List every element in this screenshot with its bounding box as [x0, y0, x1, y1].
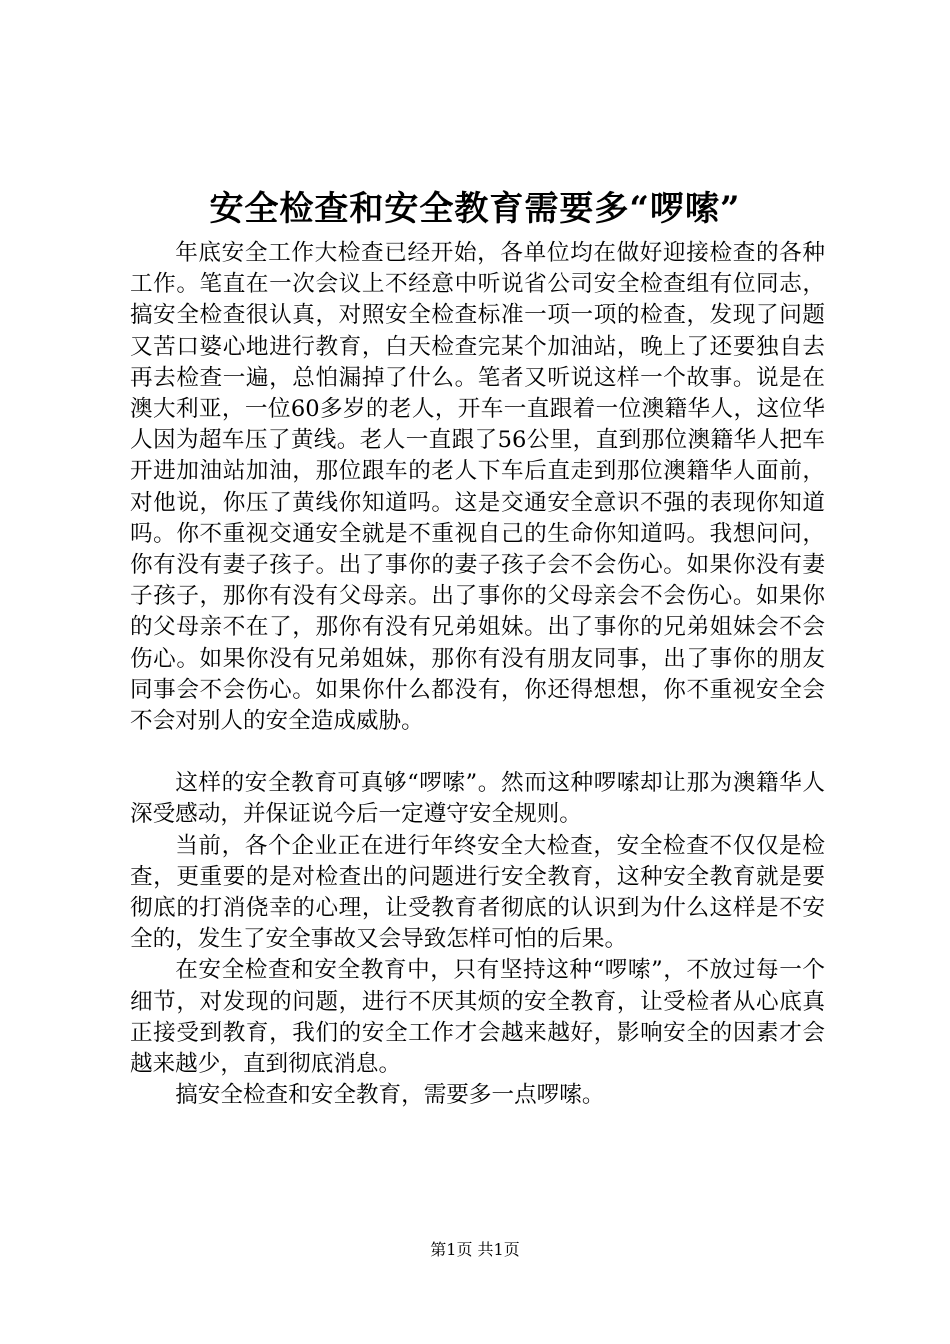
paragraph-5: 搞安全检查和安全教育，需要多一点啰嗦。	[175, 1082, 605, 1109]
paragraph-3: 当前，各个企业正在进行年终安全大检查，安全检查不仅仅是检查，更重要的是对检查出的问题进行安全教育，这种安全教育就是要彻底的打消侥幸的心理，让受教育者彻底的认识到为什么这样是不安全的，发生了安全事故又会导致怎样可怕的后果。	[130, 832, 825, 953]
document-title: 安全检查和安全教育需要多“啰嗦”	[209, 189, 741, 229]
document-body	[130, 238, 825, 1111]
page-footer: 第1页 共1页	[430, 1240, 520, 1259]
paragraph-2: 这样的安全教育可真够“啰嗦”。然而这种啰嗦却让那为澳籍华人深受感动，并保证说今后一定遵守安全规则。	[130, 770, 825, 828]
paragraph-spacer	[130, 737, 825, 768]
paragraph-1: 年底安全工作大检查已经开始，各单位均在做好迎接检查的各种工作。笔直在一次会议上不经意中听说省公司安全检查组有位同志，搞安全检查很认真，对照安全检查标准一项一项的检查，发现了问题又苦口婆心地进行教育，白天检查完某个加油站，晚上了还要独自去再去检查一遍，总怕漏掉了什么。笔者又听说这样一个故事。说是在澳大利亚，一位60多岁的老人，开车一直跟着一位澳籍华人，这位华人因为超车压了黄线。老人一直跟了56公里，直到那位澳籍华人把车开进加油站加油，那位跟车的老人下车后直走到那位澳籍华人面前，对他说，你压了黄线你知道吗。这是交通安全意识不强的表现你知道吗。你不重视交通安全就是不重视自己的生命你知道吗。我想问问，你有没有妻子孩子。出了事你的妻子孩子会不会伤心。如果你没有妻子孩子，那你有没有父母亲。出了事你的父母亲会不会伤心。如果你的父母亲不在了，那你有没有兄弟姐妹。出了事你的兄弟姐妹会不会伤心。如果你没有兄弟姐妹，那你有没有朋友同事，出了事你的朋友同事会不会伤心。如果你什么都没有，你还得想想，你不重视安全会不会对别人的安全造成威胁。	[130, 240, 825, 735]
paragraph-4: 在安全检查和安全教育中，只有坚持这种“啰嗦”，不放过每一个细节，对发现的问题，进行不厌其烦的安全教育，让受检者从心底真正接受到教育，我们的安全工作才会越来越好，影响安全的因素才会越来越少，直到彻底消息。	[130, 957, 825, 1078]
